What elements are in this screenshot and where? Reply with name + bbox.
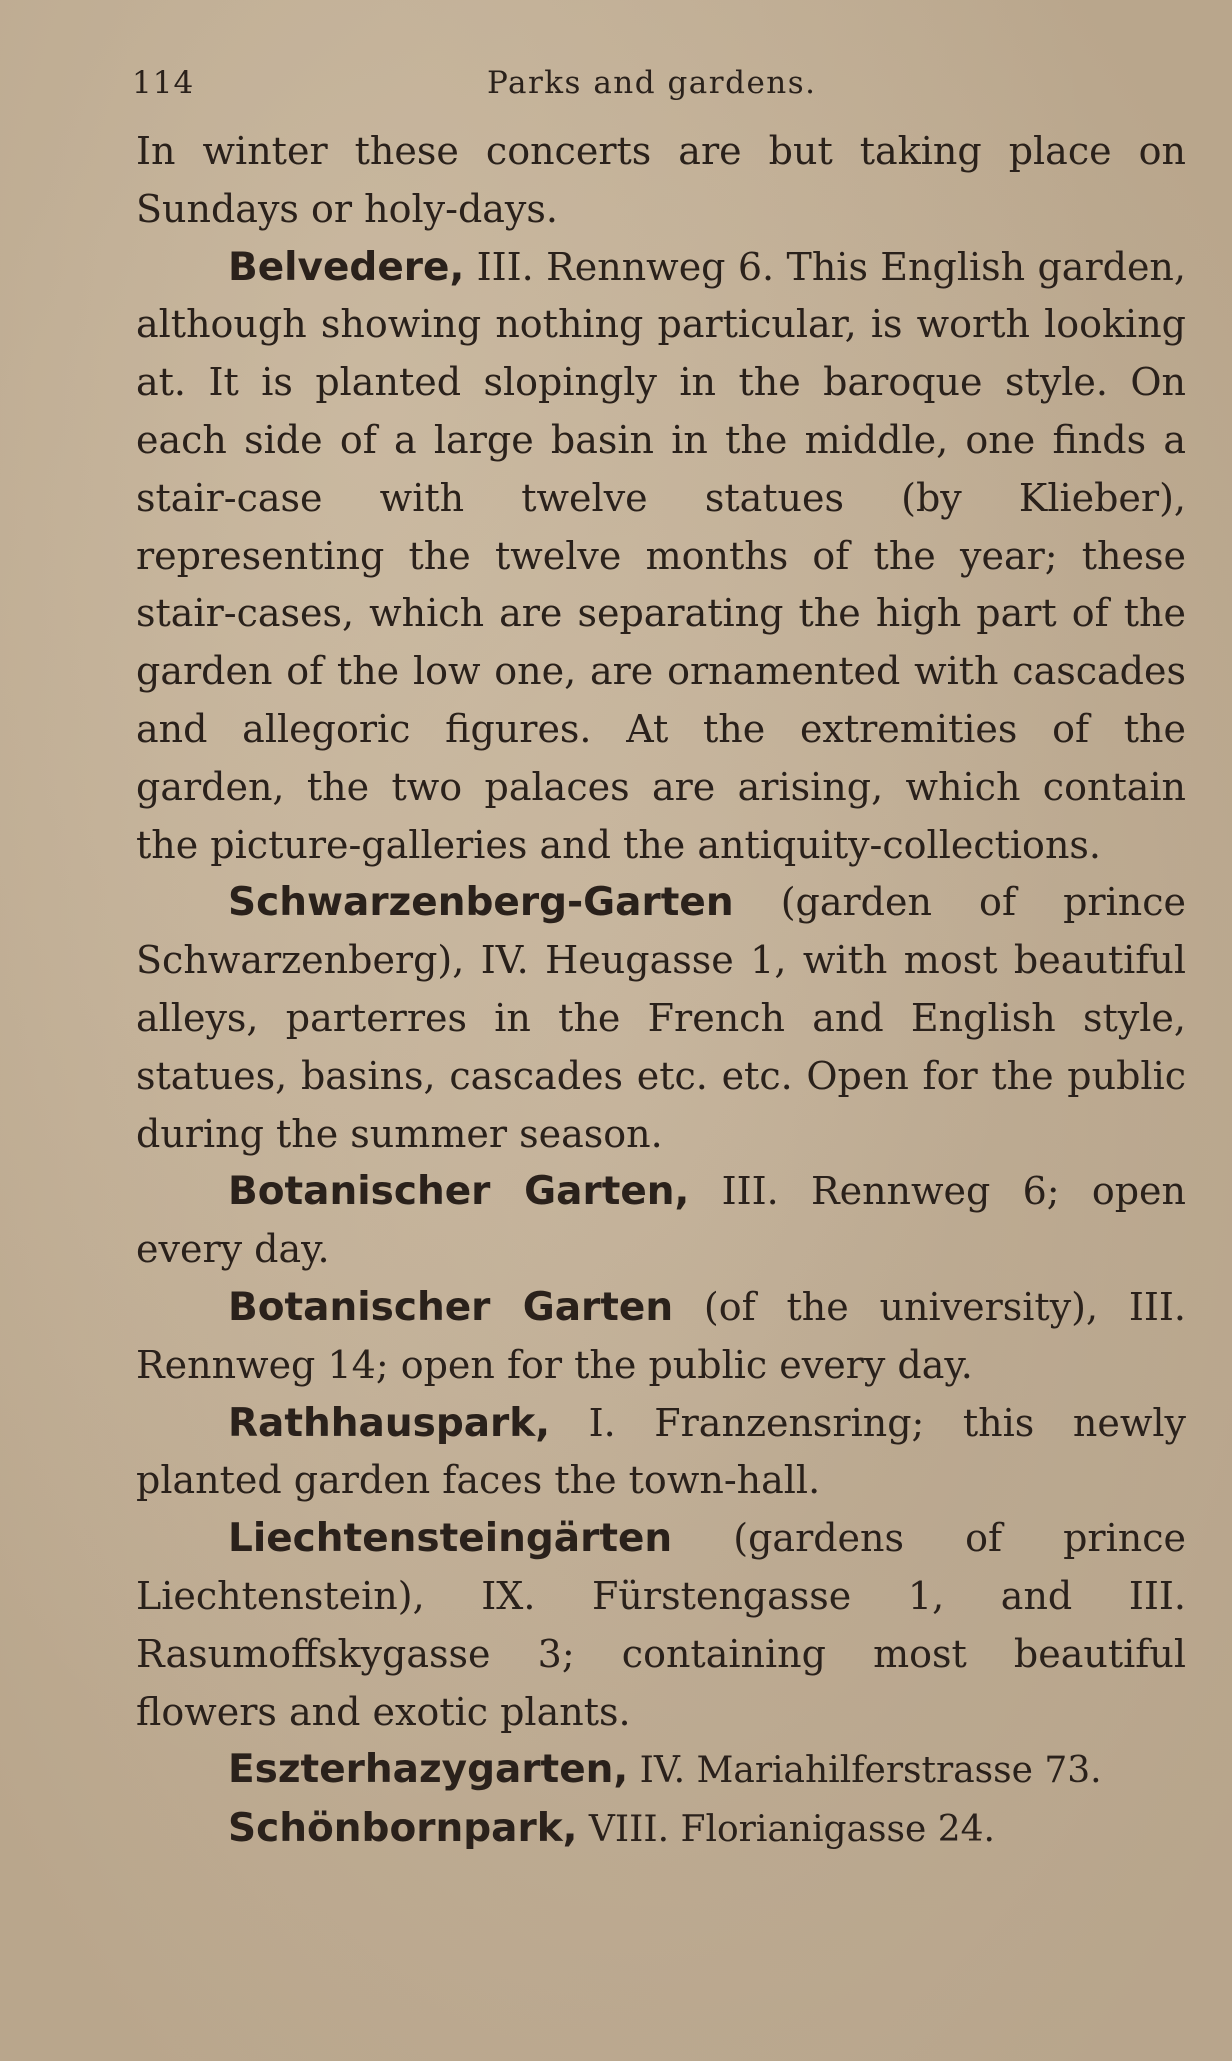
entry-heading: Botanischer Garten, [228,1169,690,1215]
entry-heading: Rathhauspark, [228,1400,551,1446]
entry-text: IV. Mariahilferstrasse 73. [628,1750,1102,1792]
entry-rathhauspark [136,1395,1186,1511]
entry-botanischer-garten-rennweg-6 [136,1163,1186,1279]
running-header [132,58,1192,108]
entry-text: III. Rennweg 6. This English garden, although showing nothing particular, is worth looking at. It is planted slopingly in the baroque style. On each side of a large basin in the middle, one finds a stair-case with twelve statues (by Klieber), representing the twelve months of the year; these stair-cases, which are separating the high part of the garden of the low one, are ornamented with cascades and allegoric figures. At the extremities of the garden, the two palaces are arising, which contain the picture-galleries and the antiquity-collections. [136,244,1186,867]
page-number: 114 [132,65,195,101]
entry-liechtensteingaerten [136,1510,1186,1741]
entry-text: VIII. Florianigasse 24. [577,1809,995,1851]
entry-heading: Schwarzenberg-Garten [228,880,734,926]
entry-belvedere [136,239,1186,875]
entry-schwarzenberg-garten [136,874,1186,1163]
entry-text: (of the university), III. Rennweg 14; open for the public every day. [136,1284,1186,1387]
entry-heading: Schönbornpark, [228,1806,578,1852]
entry-text: (gardens of prince Liechtenstein), IX. Fürstengasse 1, and III. Rasumoffskygasse 3; containing most beautiful flowers and exotic plants. [136,1516,1186,1734]
paragraph-concerts [136,123,1186,239]
entry-text: I. Franzensring; this newly planted garden faces the town-hall. [136,1400,1186,1503]
running-title: Parks and gardens. [487,65,817,101]
entry-heading: Belvedere, [228,244,465,290]
entry-schoenbornpark [136,1800,1186,1859]
entry-heading: Liechtensteingärten [228,1516,673,1562]
entry-eszterhazygarten [136,1741,1186,1800]
entry-heading: Botanischer Garten [228,1284,674,1330]
page-body [136,123,1186,1859]
entry-heading: Eszterhazygarten, [228,1747,629,1793]
paragraph-text: In winter these concerts are but taking place on Sundays or holy-days. [136,129,1186,231]
entry-botanischer-garten-university [136,1279,1186,1395]
entry-text: (garden of prince Schwarzenberg), IV. Heugasse 1, with most beautiful alleys, parterres in the French and English style, statues, basins, cascades etc. etc. Open for the public during the summer season. [136,880,1186,1156]
entry-text: III. Rennweg 6; open every day. [136,1169,1186,1272]
